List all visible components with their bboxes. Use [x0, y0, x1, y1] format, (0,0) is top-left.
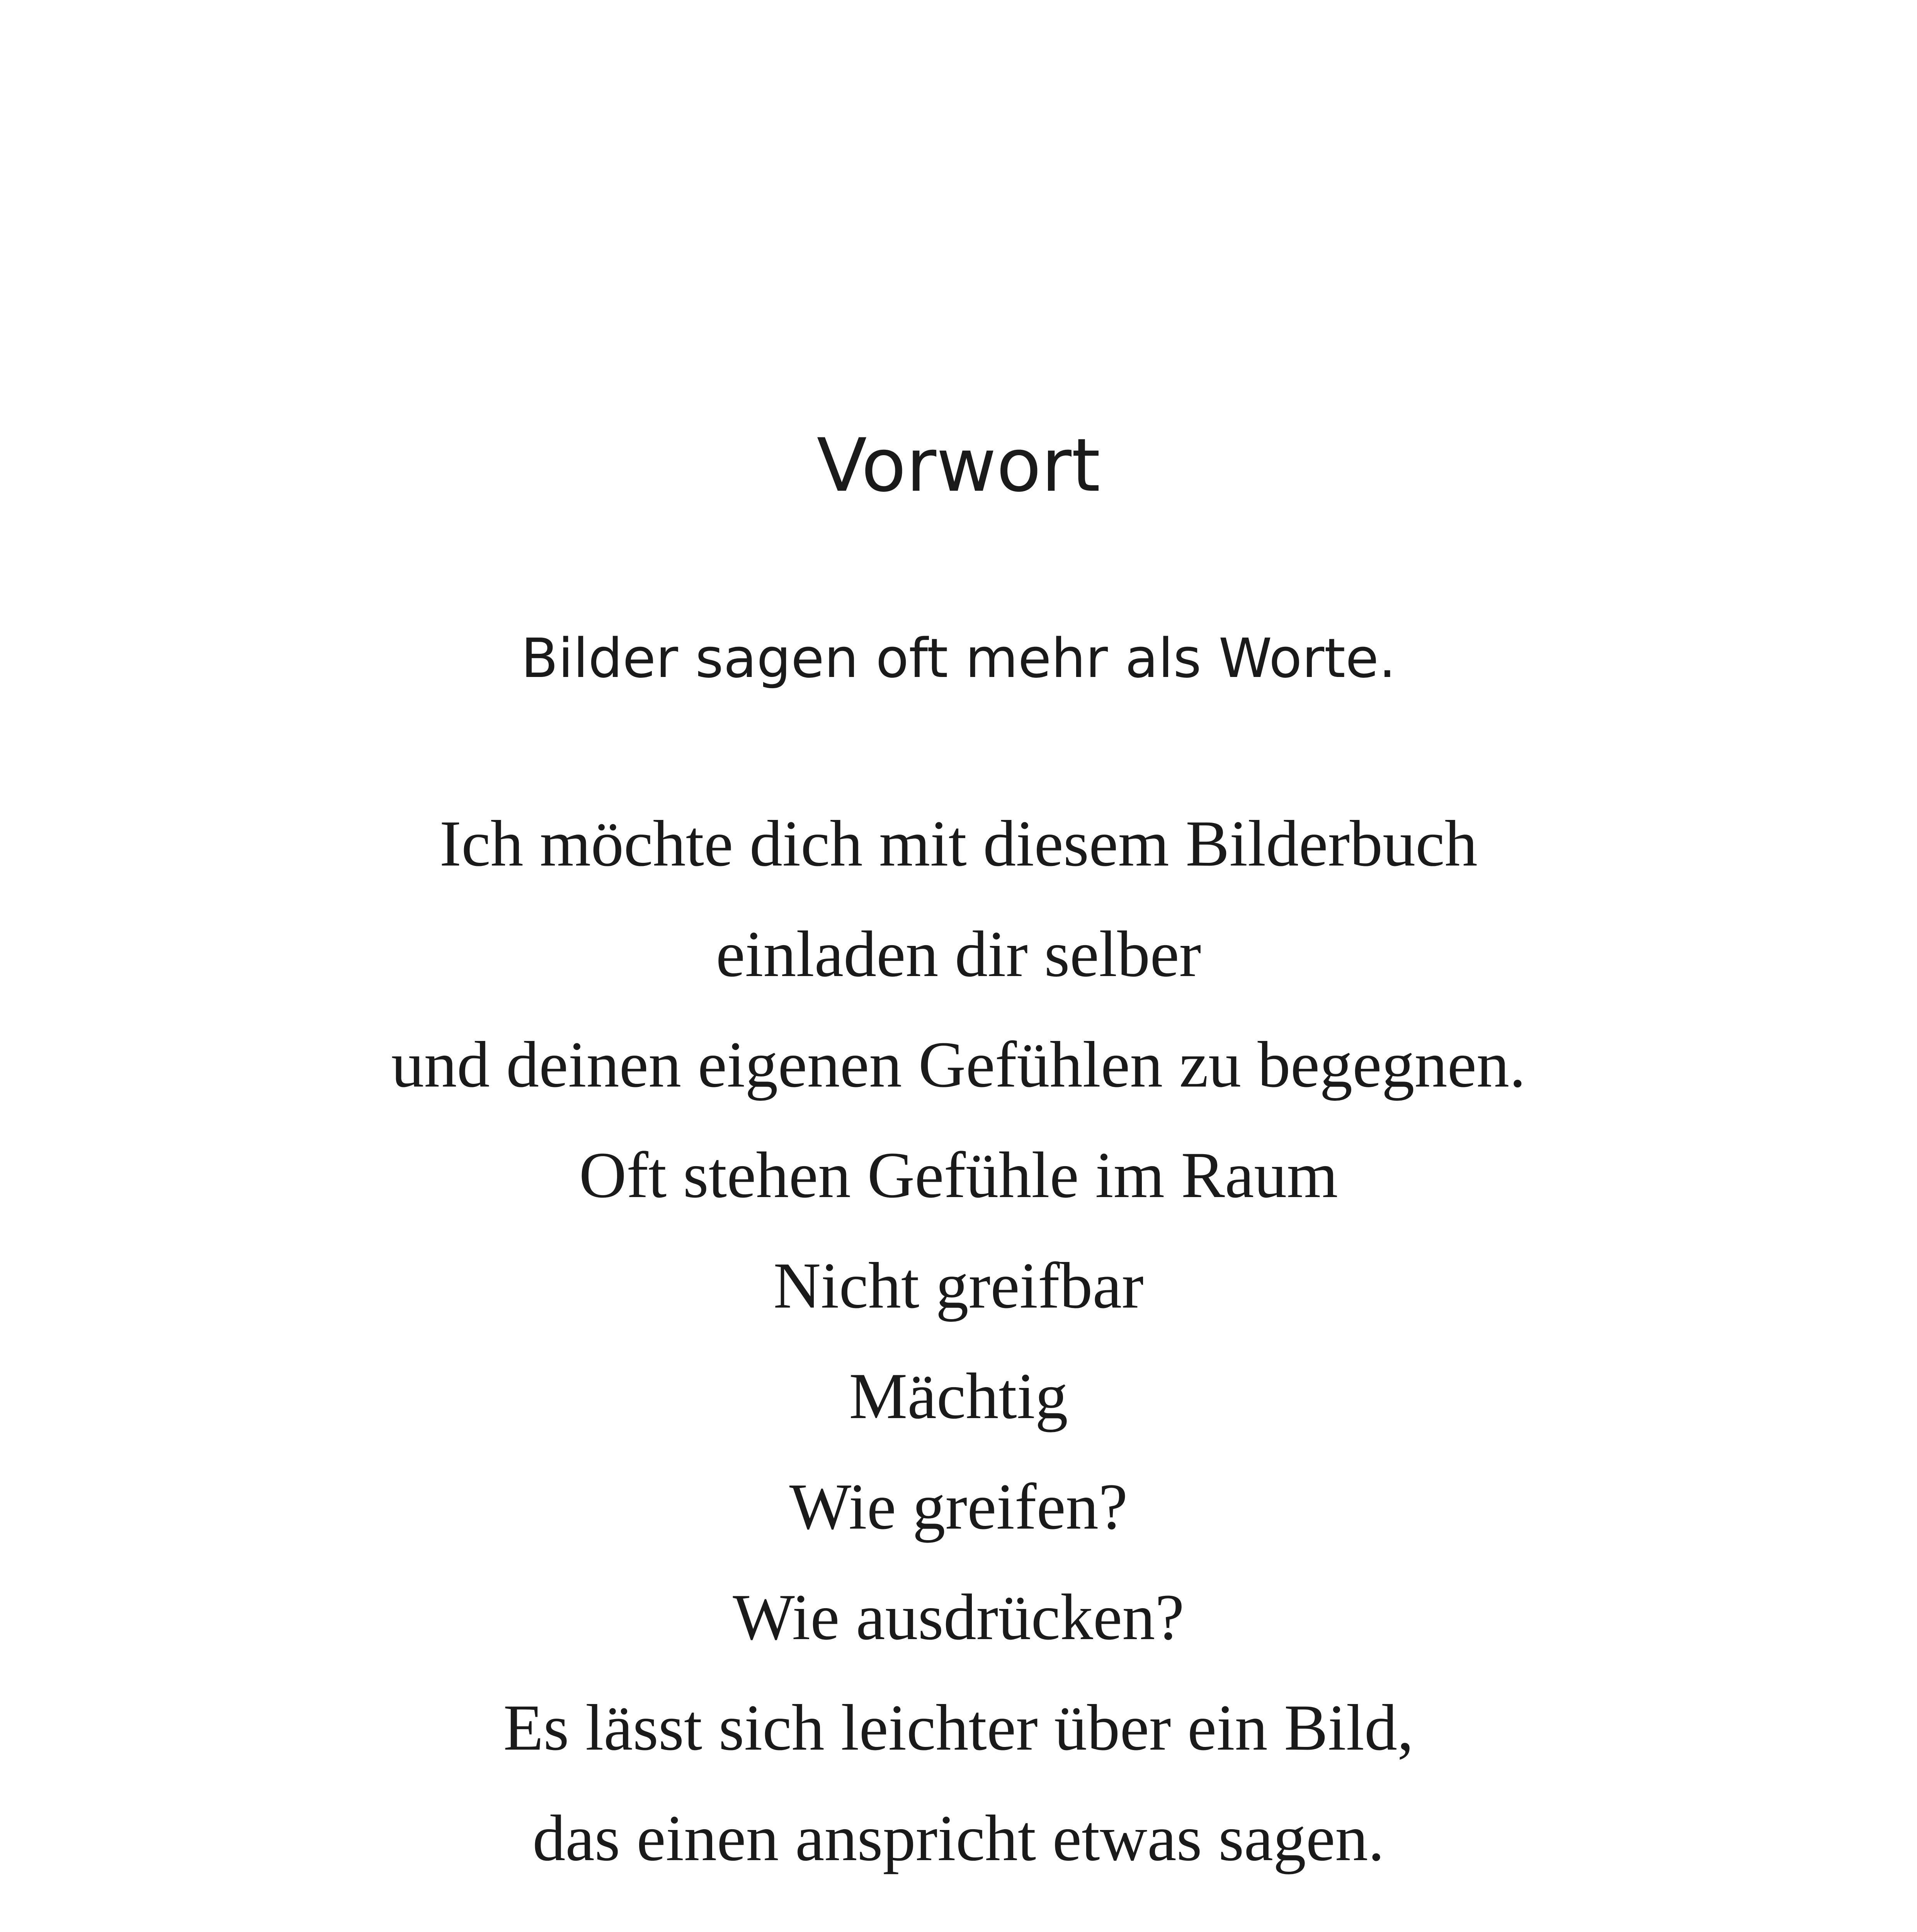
poem-line: und deinen eigenen Gefühlen zu begegnen. [391, 1028, 1526, 1101]
page-subtitle: Bilder sagen oft mehr als Worte. [521, 627, 1396, 690]
poem-line: Mächtig [849, 1360, 1068, 1432]
poem-line: Es lässt sich leichter über ein Bild, [503, 1691, 1414, 1764]
poem-line: das einen anspricht etwas sagen. [532, 1802, 1385, 1874]
poem-line: Nicht greifbar [773, 1249, 1144, 1322]
poem-line: Wie ausdrücken? [733, 1581, 1184, 1653]
page-title: Vorwort [816, 423, 1101, 508]
poem-line: Ich möchte dich mit diesem Bilderbuch [439, 807, 1478, 880]
poem-text [0, 788, 1917, 1893]
poem-line: Wie greifen? [789, 1470, 1128, 1543]
poem-line: einladen dir selber [716, 918, 1201, 990]
poem-line: Oft stehen Gefühle im Raum [579, 1139, 1338, 1211]
